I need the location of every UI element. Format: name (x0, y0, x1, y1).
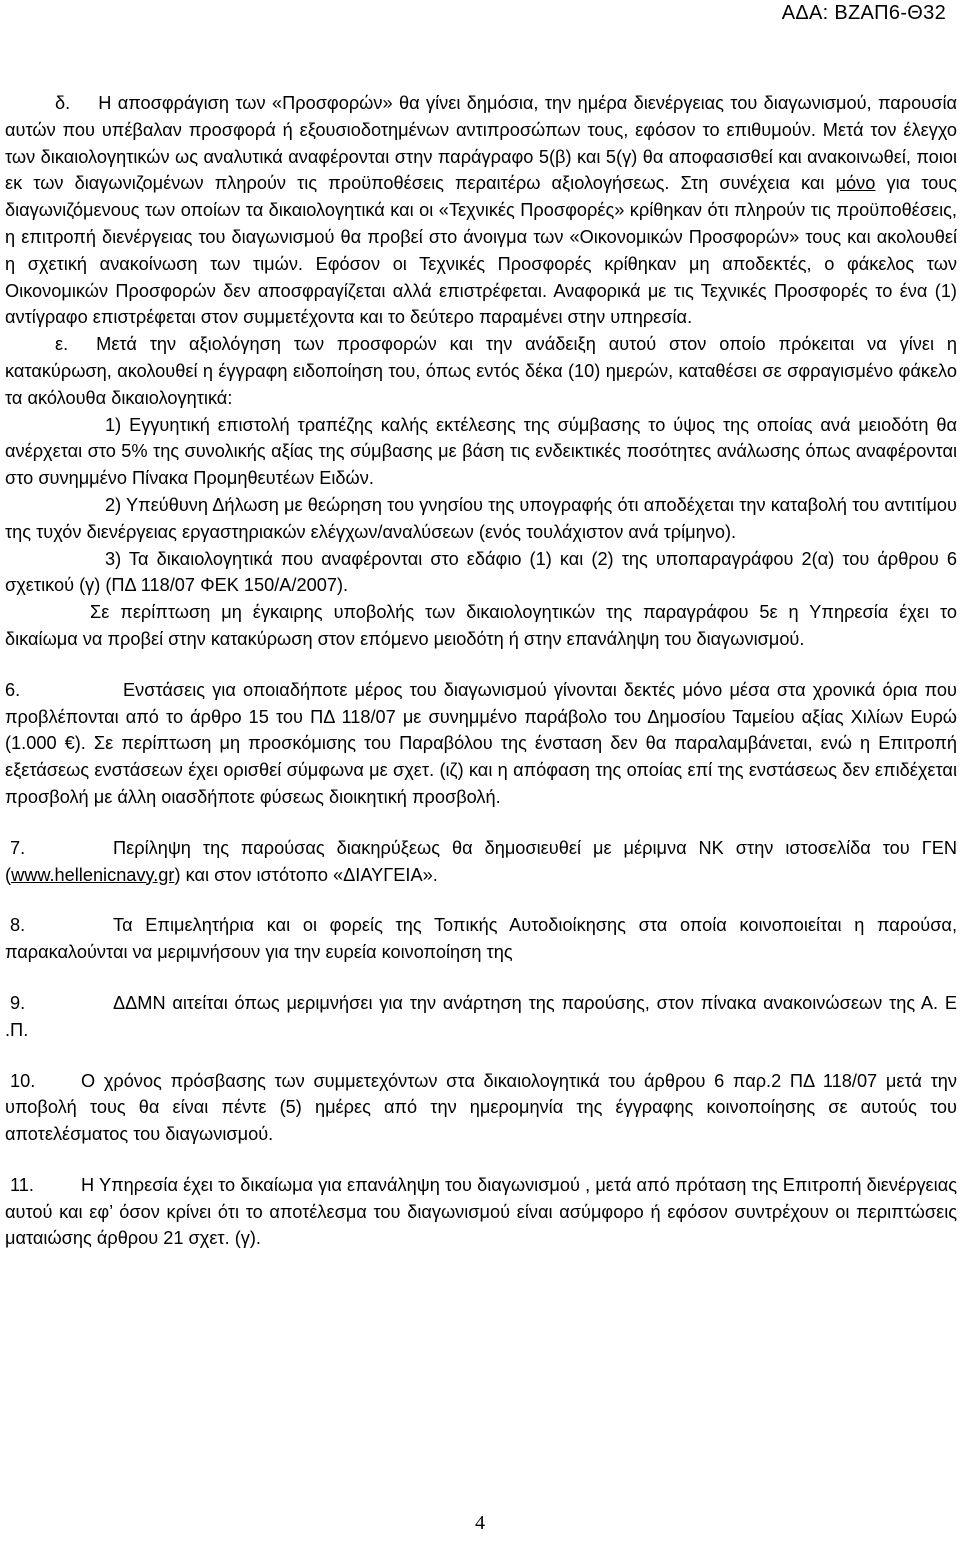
section-9 (5, 990, 957, 1044)
section-7-text: Περίληψη της παρούσας διακηρύξεως θα δημοσιευθεί με μέριμνα ΝΚ στην ιστοσελίδα του ΓΕΝ ( (5, 837, 957, 885)
section-11-text: Η Υπηρεσία έχει το δικαίωμα για επανάληψη του διαγωνισμού , μετά από πρόταση της Επιτροπή διενέργειας αυτού και εφ’ όσον κρίνει ότι το αποτέλεσμα του διαγωνισμού είναι ασύμφορο ή εφόσον συντρέχουν οι περιπτώσεις ματαιώσης άρθρου 21 σχετ. (γ). (5, 1174, 957, 1249)
section-10-text: Ο χρόνος πρόσβασης των συμμετεχόντων στα δικαιολογητικά του άρθρου 6 παρ.2 ΠΔ 118/07 μετά την υποβολή τους θα είναι πέντε (5) ημέρες από την ημερομηνία της έγγραφης κοινοποίησης σε αυτούς του αποτελέσματος του διαγωνισμού. (5, 1070, 957, 1145)
paragraph-d-text: Η αποσφράγιση των «Προσφορών» θα γίνει δημόσια, την ημέρα διενέργειας του διαγωνισμού, παρουσία αυτών που υπέβαλαν προσφορά ή εξουσιοδοτημένων αντιπροσώπων τους, εφόσον το επιθυμούν. Μετά τον έλεγχο των δικαιολογητικών ως αναλυτικά αναφέρονται στην παράγραφο 5(β) και 5(γ) θα αποφασισθεί και ανακοινωθεί, ποιοι εκ των διαγωνιζομένων πληρούν τις προϋποθέσεις περαιτέρω αξιολογήσεως. Στη συνέχεια και (5, 93, 957, 194)
document-body (5, 90, 957, 1252)
section-number: 9. (10, 992, 26, 1013)
section-number: 7. (10, 837, 26, 858)
list-item-2: 2) Υπεύθυνη Δήλωση με θεώρηση του γνησίου της υπογραφής ότι αποδέχεται την καταβολή του αντιτίμου της τυχόν διενέργειας εργαστηριακών ελέγχων/αναλύσεων (ενός τουλάχιστον ανά τρίμηνο). (5, 494, 957, 542)
section-number: 8. (10, 915, 26, 936)
section-number: 10. (10, 1070, 36, 1091)
website-link[interactable]: www.hellenicnavy.gr (11, 864, 175, 885)
list-item-1: 1) Εγγυητική επιστολή τραπέζης καλής εκτέλεσης της σύμβασης το ύψος της οποίας ανά μειοδότη θα ανέρχεται στο 5% της συνολικής αξίας της σύμβασης με βάση τις ενδεικτικές ποσότητες ανάλωσης όπως αναφέρονται στο συνημμένο Πίνακα Προμηθευτέων Ειδών. (5, 414, 957, 489)
section-number: 11. (10, 1174, 34, 1195)
section-10 (5, 1068, 957, 1148)
section-8 (5, 912, 957, 966)
section-6-text: Ενστάσεις για οποιαδήποτε μέρος του διαγωνισμού γίνονται δεκτές μόνο μέσα στα χρονικά όρια που προβλέπονται από το άρθρο 15 του ΠΔ 118/07 με συνημμένο παράβολο του Δημοσίου Ταμείου αξίας Χιλίων Ευρώ (1.000 €). Σε περίπτωση μη προσκόμισης του Παραβόλου της ένσταση δεν θα παραλαμβάνεται, ενώ η Επιτροπή εξετάσεως ενστάσεων έχει ορισθεί σύμφωνα με σχετ. (ιζ) και η απόφαση της οποίας επί της ενστάσεως δεν επιδέχεται προσβολή με άλλη οιασδήποτε φύσεως διοικητική προσβολή. (5, 679, 957, 807)
section-number: 6. (5, 679, 21, 700)
list-item-3: 3) Τα δικαιολογητικά που αναφέρονται στο εδάφιο (1) και (2) της υποπαραγράφου 2(α) του άρθρου 6 σχετικού (γ) (ΠΔ 118/07 ΦΕΚ 150/Α/2007). (5, 548, 957, 596)
paragraph-d (5, 90, 957, 331)
paragraph-label: δ. (55, 93, 71, 113)
underlined-word: μόνο (835, 173, 876, 194)
section-7 (5, 835, 957, 889)
section-6 (5, 677, 957, 811)
paragraph-e (5, 331, 957, 411)
paragraph-failure: Σε περίπτωση μη έγκαιρης υποβολής των δικαιολογητικών της παραγράφου 5ε η Υπηρεσία έχει το δικαίωμα να προβεί στην κατακύρωση στον επόμενο μειοδότη ή στην επανάληψη του διαγωνισμού. (5, 602, 957, 649)
section-7-text-cont: ) και στον ιστότοπο «ΔΙΑΥΓΕΙΑ». (174, 864, 438, 885)
paragraph-label: ε. (55, 334, 69, 355)
section-11 (5, 1172, 957, 1252)
section-9-text: ΔΔΜΝ αιτείται όπως μεριμνήσει για την ανάρτηση της παρούσης, στον πίνακα ανακοινώσεων της Α. Ε .Π. (5, 992, 957, 1040)
ada-code: ΑΔΑ: ΒΖΑΠ6-Θ32 (781, 2, 946, 24)
page-number: 4 (475, 1512, 485, 1534)
paragraph-d-text-cont: για τους διαγωνιζόμενους των οποίων τα δικαιολογητικά και οι «Τεχνικές Προσφορές» κρίθηκαν ότι πληρούν τις προϋποθέσεις, η επιτροπή διενέργειας του διαγωνισμού θα προβεί στο άνοιγμα των «Οικονομικών Προσφορών» τους και ακολουθεί η σχετική ανακοίνωση των τιμών. Εφόσον οι Τεχνικές Προσφορές κρίθηκαν μη αποδεκτές, ο φάκελος των Οικονομικών Προσφορών δεν αποσφραγίζεται αλλά επιστρέφεται. Αναφορικά με τις Τεχνικές Προσφορές το ένα (1) αντίγραφο επιστρέφεται στον συμμετέχοντα και το δεύτερο παραμένει στην υπηρεσία. (5, 173, 958, 328)
section-8-text: Τα Επιμελητήρια και οι φορείς της Τοπικής Αυτοδιοίκησης στα οποία κοινοποιείται η παρούσα, παρακαλούνται να μεριμνήσουν για την ευρεία κοινοποίηση της (5, 915, 957, 963)
paragraph-e-text: Μετά την αξιολόγηση των προσφορών και την ανάδειξη αυτού στον οποίο πρόκειται να γίνει η κατακύρωση, ακολουθεί η έγγραφη ειδοποίηση του, όπως εντός δέκα (10) ημερών, καταθέσει σε σφραγισμένο φάκελο τα ακόλουθα δικαιολογητικά: (5, 334, 957, 408)
